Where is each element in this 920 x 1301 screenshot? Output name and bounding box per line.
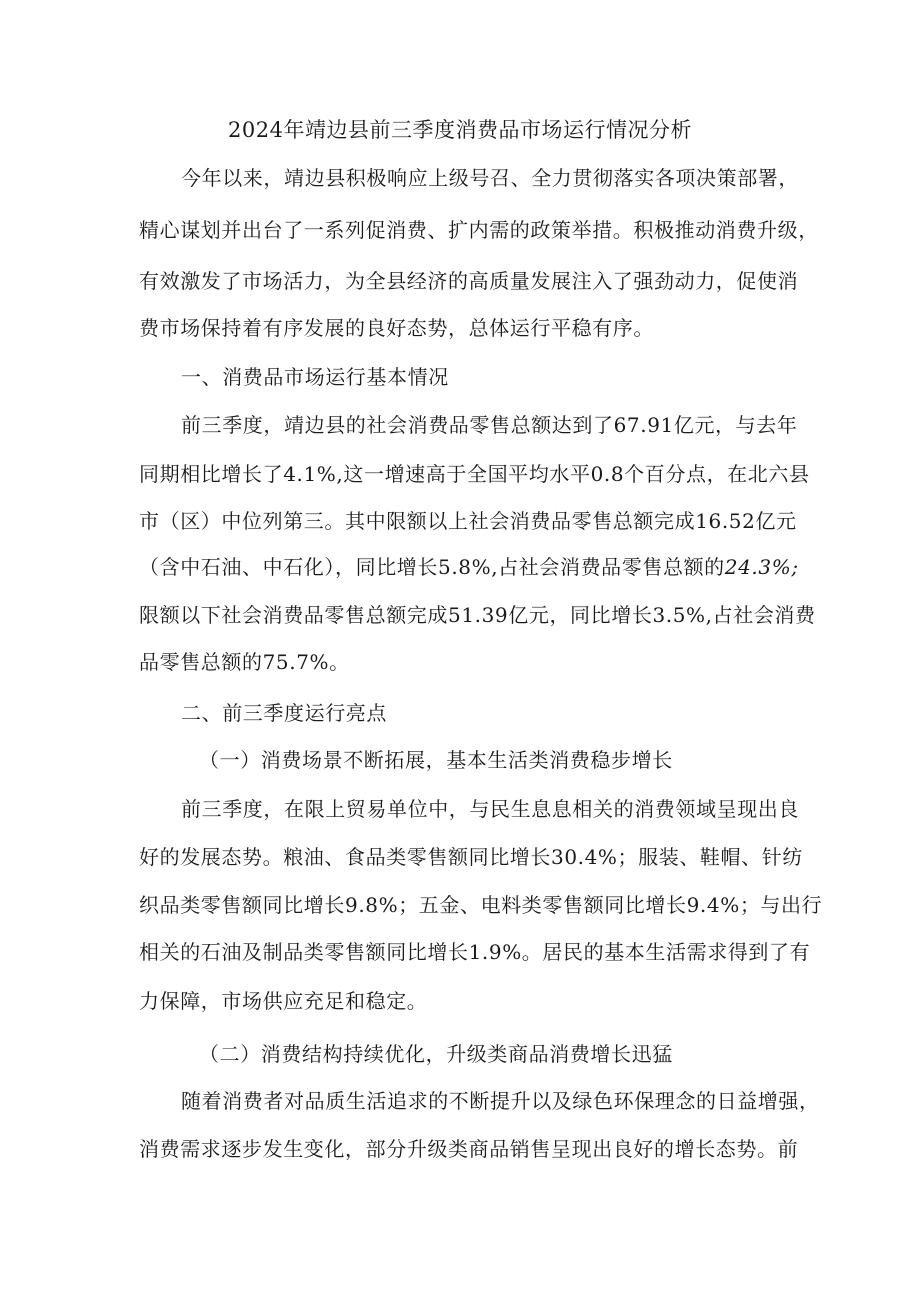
section-1-line: 同期相比增长了4.1%,这一增速高于全国平均水平0.8个百分点，在北六县 (139, 462, 810, 486)
subsection-2-line: 随着消费者对品质生活追求的不断提升以及绿色环保理念的日益增强， (181, 1089, 820, 1113)
subsection-1-heading: （一）消费场景不断拓展，基本生活类消费稳步增长 (199, 748, 673, 772)
section-1-line-with-italic (139, 550, 799, 584)
intro-line: 费市场保持着有序发展的良好态势，总体运行平稳有序。 (139, 316, 654, 340)
document-title: 2024年靖边县前三季度消费品市场运行情况分析 (228, 118, 692, 142)
subsection-1-line: 前三季度，在限上贸易单位中，与民生息息相关的消费领域呈现出良 (181, 797, 799, 821)
section-1-line: 品零售总额的75.7%。 (139, 650, 350, 674)
intro-line: 有效激发了市场活力，为全县经济的高质量发展注入了强劲动力，促使消 (139, 269, 799, 293)
share-percent-italic: 24.3%; (724, 555, 799, 579)
subsection-1-line: 好的发展态势。粮油、食品类零售额同比增长30.4%；服装、鞋帽、针纺 (139, 845, 803, 869)
subsection-1-line: 相关的石油及制品类零售额同比增长1.9%。居民的基本生活需求得到了有 (139, 940, 811, 964)
intro-line: 今年以来，靖边县积极响应上级号召、全力贯彻落实各项决策部署， (181, 166, 799, 190)
subsection-1-line: 织品类零售额同比增长9.8%；五金、电料类零售额同比增长9.4%；与出行 (139, 893, 823, 917)
subsection-2-line: 消费需求逐步发生变化，部分升级类商品销售呈现出良好的增长态势。前 (139, 1137, 799, 1161)
section-1-heading: 一、消费品市场运行基本情况 (181, 365, 449, 389)
subsection-1-line: 力保障，市场供应充足和稳定。 (139, 989, 428, 1013)
subsection-2-heading: （二）消费结构持续优化，升级类商品消费增长迅猛 (199, 1042, 673, 1066)
intro-line: 精心谋划并出台了一系列促消费、扩内需的政策举措。积极推动消费升级， (139, 218, 819, 242)
section-1-line-text: （含中石油、中石化），同比增长5.8%,占社会消费品零售总额的 (139, 555, 725, 579)
section-2-heading: 二、前三季度运行亮点 (181, 701, 387, 725)
section-1-line: 前三季度，靖边县的社会消费品零售总额达到了67.91亿元，与去年 (181, 413, 798, 437)
section-1-line: 限额以下社会消费品零售总额完成51.39亿元，同比增长3.5%,占社会消费 (139, 603, 816, 627)
section-1-line: 市（区）中位列第三。其中限额以上社会消费品零售总额完成16.52亿元 (139, 509, 797, 533)
